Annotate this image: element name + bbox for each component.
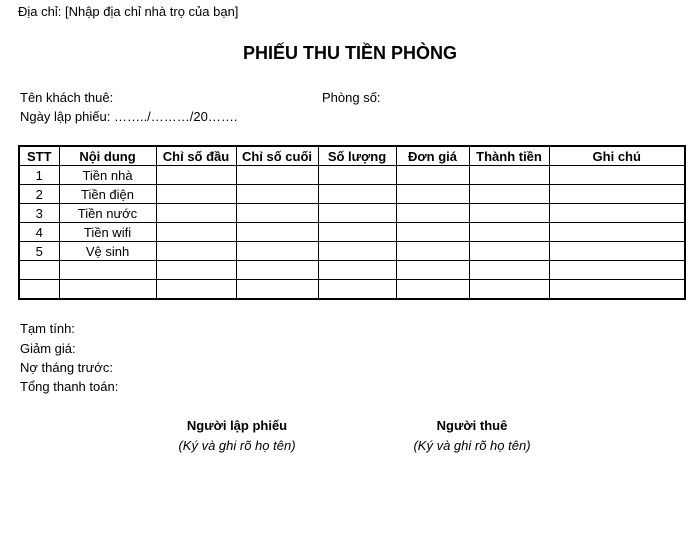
cell-unit-price (396, 166, 469, 185)
column-header-quantity: Số lượng (318, 146, 396, 166)
row-item: Tiền nhà (59, 166, 156, 185)
row-stt: 2 (19, 185, 59, 204)
cell-quantity (318, 280, 396, 300)
column-header-amount: Thành tiền (469, 146, 549, 166)
cell-end-reading (236, 261, 318, 280)
cell-start-reading (156, 280, 236, 300)
cell-unit-price (396, 185, 469, 204)
table-row (19, 242, 685, 261)
table-row (19, 261, 685, 280)
cell-notes (549, 223, 685, 242)
row-item: Tiền điện (59, 185, 156, 204)
table-header-row (19, 146, 685, 166)
cell-start-reading (156, 242, 236, 261)
issuer-signature-note: (Ký và ghi rõ họ tên) (178, 438, 296, 453)
cell-start-reading (156, 185, 236, 204)
tenant-signature-note: (Ký và ghi rõ họ tên) (413, 438, 531, 453)
issuer-signature-block (127, 418, 347, 453)
customer-name-label: Tên khách thuê: (20, 90, 114, 105)
cell-quantity (318, 204, 396, 223)
issue-date-label: Ngày lập phiếu: ……../………/20……. (20, 109, 238, 124)
column-header-content: Nội dung (59, 146, 156, 166)
column-header-notes: Ghi chú (549, 146, 685, 166)
cell-unit-price (396, 223, 469, 242)
row-stt: 4 (19, 223, 59, 242)
row-stt: 1 (19, 166, 59, 185)
cell-notes (549, 185, 685, 204)
cell-notes (549, 242, 685, 261)
cell-amount (469, 166, 549, 185)
cell-end-reading (236, 166, 318, 185)
row-item: Tiền nước (59, 204, 156, 223)
row-stt (19, 261, 59, 280)
cell-quantity (318, 242, 396, 261)
cell-amount (469, 261, 549, 280)
table-row (19, 280, 685, 300)
column-header-stt: STT (19, 146, 59, 166)
cell-start-reading (156, 223, 236, 242)
column-header-start-reading: Chỉ số đầu (156, 146, 236, 166)
cell-end-reading (236, 223, 318, 242)
table-row (19, 223, 685, 242)
page-title: PHIẾU THU TIỀN PHÒNG (242, 43, 457, 63)
cell-notes (549, 166, 685, 185)
cell-unit-price (396, 204, 469, 223)
issuer-role: Người lập phiếu (186, 418, 288, 433)
row-stt: 5 (19, 242, 59, 261)
cell-quantity (318, 261, 396, 280)
table-row (19, 185, 685, 204)
address-line: Địa chỉ: [Nhập địa chỉ nhà trọ của bạn] (18, 4, 239, 19)
previous-debt-label: Nợ tháng trước: (20, 360, 113, 375)
cell-unit-price (396, 261, 469, 280)
receipt-table (18, 145, 686, 300)
cell-quantity (318, 223, 396, 242)
cell-amount (469, 223, 549, 242)
cell-end-reading (236, 185, 318, 204)
cell-start-reading (156, 204, 236, 223)
cell-notes (549, 280, 685, 300)
subtotal-label: Tạm tính: (20, 321, 75, 336)
cell-amount (469, 185, 549, 204)
row-item: Vệ sinh (59, 242, 156, 261)
cell-end-reading (236, 280, 318, 300)
row-item (59, 280, 156, 300)
cell-amount (469, 280, 549, 300)
cell-notes (549, 261, 685, 280)
row-stt: 3 (19, 204, 59, 223)
tenant-signature-block (362, 418, 582, 453)
cell-quantity (318, 185, 396, 204)
cell-notes (549, 204, 685, 223)
table-row (19, 166, 685, 185)
cell-amount (469, 204, 549, 223)
row-item: Tiền wifi (59, 223, 156, 242)
cell-end-reading (236, 204, 318, 223)
cell-end-reading (236, 242, 318, 261)
discount-label: Giảm giá: (20, 341, 76, 356)
room-number-label: Phòng số: (322, 90, 381, 105)
row-item (59, 261, 156, 280)
cell-start-reading (156, 261, 236, 280)
cell-amount (469, 242, 549, 261)
cell-unit-price (396, 242, 469, 261)
tenant-role: Người thuê (436, 418, 508, 433)
cell-unit-price (396, 280, 469, 300)
total-label: Tổng thanh toán: (20, 379, 119, 394)
table-row (19, 204, 685, 223)
column-header-end-reading: Chỉ số cuối (236, 146, 318, 166)
column-header-unit-price: Đơn giá (396, 146, 469, 166)
cell-quantity (318, 166, 396, 185)
row-stt (19, 280, 59, 300)
cell-start-reading (156, 166, 236, 185)
